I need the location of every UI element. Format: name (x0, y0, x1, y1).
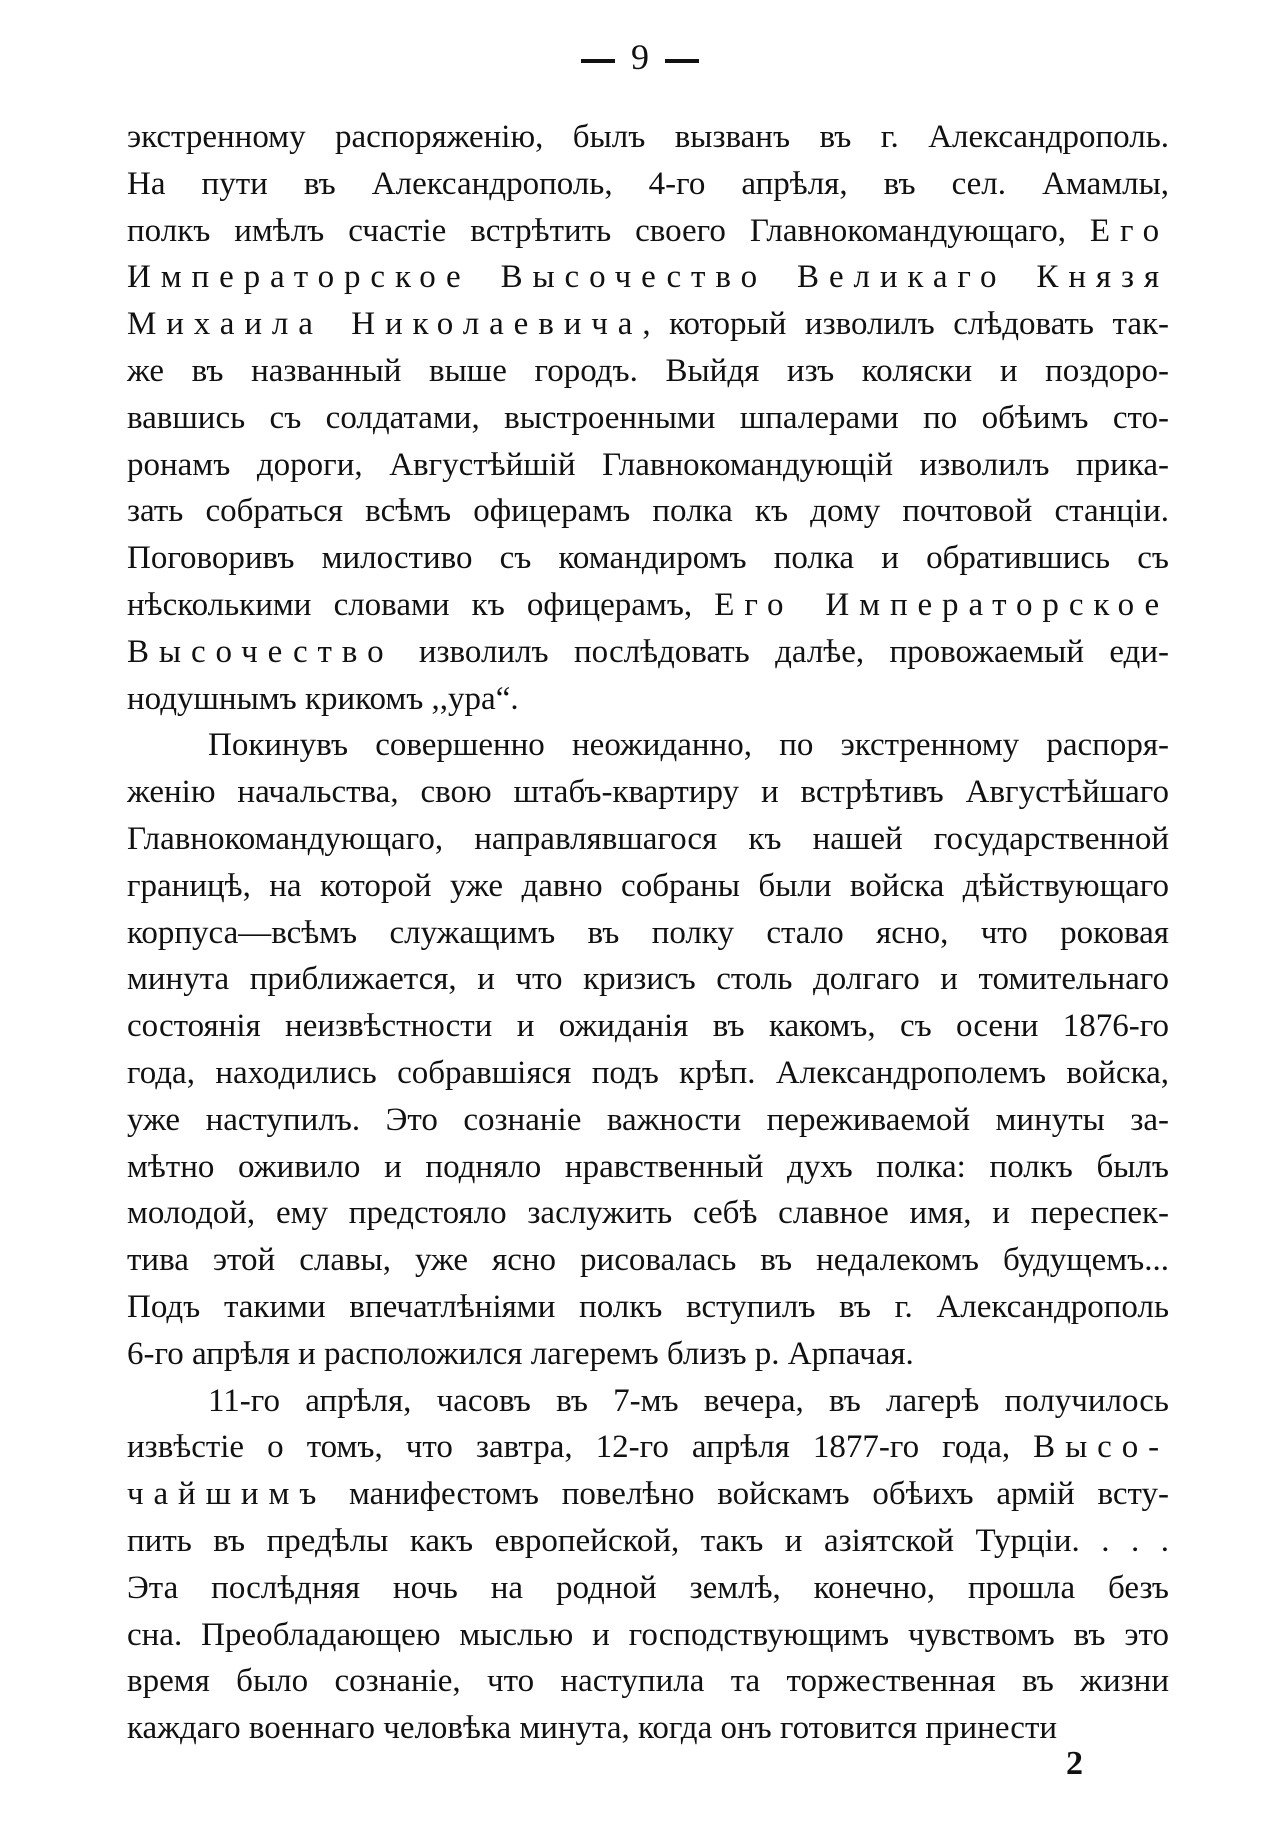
text-line (127, 254, 1169, 301)
text-line (127, 863, 1169, 910)
text-segment: молодой, ему предстояло заслужить себѣ славное имя, и переспек- (127, 1195, 1169, 1232)
text-segment: экстренному распоряженію, былъ вызванъ въ г. Александрополь. (127, 119, 1169, 155)
spaced-text-segment: Императорское Высочество Великаго Князя (127, 259, 1169, 296)
text-segment: На пути въ Александрополь, 4-го апрѣля, въ сел. Амамлы, (127, 165, 1169, 202)
text-line (127, 1518, 1169, 1565)
text-line (127, 301, 1169, 348)
signature-mark: 2 (1066, 1745, 1083, 1782)
text-segment: манифестомъ повелѣно войскамъ обѣихъ армій всту- (326, 1476, 1169, 1513)
text-segment: нодушнымъ крикомъ ,,ура“. (127, 680, 519, 717)
dash-right (665, 59, 699, 63)
text-segment: время было сознаніе, что наступила та торжественная въ жизни (127, 1663, 1169, 1700)
text-line (127, 488, 1169, 535)
text-line (127, 910, 1169, 957)
spaced-text-segment: Его Императорское (714, 586, 1169, 623)
text-segment: мѣтно оживило и подняло нравственный духъ полка: полкъ былъ (127, 1148, 1169, 1185)
text-line (127, 1658, 1169, 1705)
text-segment: Эта послѣдняя ночь на родной землѣ, конечно, прошла безъ (127, 1569, 1169, 1606)
spaced-text-segment: Высочество (127, 633, 394, 670)
paragraph (127, 722, 1169, 1377)
text-segment: нѣсколькими словами къ офицерамъ, (127, 586, 715, 623)
text-segment: женію начальства, свою штабъ-квартиру и встрѣтивъ Августѣйшаго (127, 774, 1169, 811)
text-segment: Покинувъ совершенно неожиданно, по экстренному распоря- (208, 727, 1169, 764)
page-number-text: 9 (631, 37, 649, 77)
text-segment: зать собраться всѣмъ офицерамъ полка къ дому почтовой станціи. (127, 493, 1169, 530)
text-line (127, 1190, 1169, 1237)
text-line (127, 114, 1169, 161)
text-segment: границѣ, на которой уже давно собраны были войска дѣйствующаго (127, 867, 1169, 904)
text-line (127, 1284, 1169, 1331)
text-line (127, 1237, 1169, 1284)
text-segment: тива этой славы, уже ясно рисовалась въ недалекомъ будущемъ... (127, 1242, 1169, 1279)
text-line (127, 395, 1169, 442)
text-line (127, 535, 1169, 582)
text-segment: минута приближается, и что кризисъ столь долгаго и томительнаго (127, 961, 1169, 998)
text-line (127, 1097, 1169, 1144)
spaced-text-segment: Высо- (1033, 1429, 1169, 1466)
text-segment: ронамъ дороги, Августѣйшій Главнокомандующій изволилъ прика- (127, 446, 1169, 483)
dash-left (581, 59, 615, 63)
text-segment: 11-го апрѣля, часовъ въ 7-мъ вечера, въ лагерѣ получилось (208, 1382, 1169, 1419)
text-segment: сна. Преобладающею мыслью и господствующимъ чувствомъ въ это (127, 1616, 1169, 1653)
spaced-text-segment: чайшимъ (127, 1476, 327, 1513)
text-line (127, 1705, 1169, 1752)
text-segment: Поговоривъ милостиво съ командиромъ полка и обратившись съ (127, 540, 1169, 577)
spaced-text-segment: Михаила Николаевича (127, 306, 643, 343)
text-line (127, 722, 1169, 769)
page-body-text (127, 114, 1169, 1752)
text-segment: пить въ предѣлы какъ европейской, такъ и азіятской Турціи. . . . (127, 1522, 1169, 1559)
text-line (127, 1050, 1169, 1097)
text-line (127, 956, 1169, 1003)
text-segment: корпуса—всѣмъ служащимъ въ полку стало ясно, что роковая (127, 914, 1169, 951)
text-segment: изволилъ послѣдовать далѣе, провожаемый еди- (393, 633, 1169, 670)
text-segment: Главнокомандующаго, направлявшагося къ нашей государственной (127, 820, 1169, 857)
text-line (127, 1003, 1169, 1050)
text-segment: каждаго военнаго человѣка минута, когда онъ готовится принести (127, 1710, 1058, 1747)
text-line (127, 1565, 1169, 1612)
text-line (127, 769, 1169, 816)
text-segment: года, находились собравшіяся подъ крѣп. Александрополемъ войска, (127, 1054, 1169, 1091)
text-line (127, 442, 1169, 489)
text-line (127, 1424, 1169, 1471)
text-segment: же въ названный выше городъ. Выйдя изъ коляски и поздоро- (127, 352, 1169, 389)
text-line (127, 676, 1169, 723)
text-segment: состоянія неизвѣстности и ожиданія въ какомъ, съ осени 1876-го (127, 1008, 1169, 1045)
text-line (127, 1144, 1169, 1191)
text-segment: извѣстіе о томъ, что завтра, 12-го апрѣля 1877-го года, (127, 1429, 1034, 1466)
text-segment: Подъ такими впечатлѣніями полкъ вступилъ въ г. Александрополь (127, 1288, 1169, 1325)
paragraph (127, 114, 1169, 722)
text-segment: , который изволилъ слѣдовать так- (642, 306, 1170, 343)
text-segment: полкъ имѣлъ счастіе встрѣтить своего Главнокомандующаго, (127, 212, 1090, 249)
text-line (127, 348, 1169, 395)
text-segment: уже наступилъ. Это сознаніе важности переживаемой минуты за- (127, 1101, 1169, 1138)
text-line (127, 1612, 1169, 1659)
text-line (127, 161, 1169, 208)
text-line (127, 208, 1169, 255)
text-line (127, 1471, 1169, 1518)
page-number (0, 36, 1280, 78)
text-line (127, 1331, 1169, 1378)
spaced-text-segment: Его (1089, 212, 1169, 249)
text-line (127, 1378, 1169, 1425)
text-segment: вавшись съ солдатами, выстроенными шпалерами по обѣимъ сто- (127, 399, 1169, 436)
text-line (127, 816, 1169, 863)
text-line (127, 629, 1169, 676)
paragraph (127, 1378, 1169, 1752)
text-line (127, 582, 1169, 629)
text-segment: 6-го апрѣля и расположился лагеремъ близъ р. Арпачая. (127, 1335, 914, 1372)
